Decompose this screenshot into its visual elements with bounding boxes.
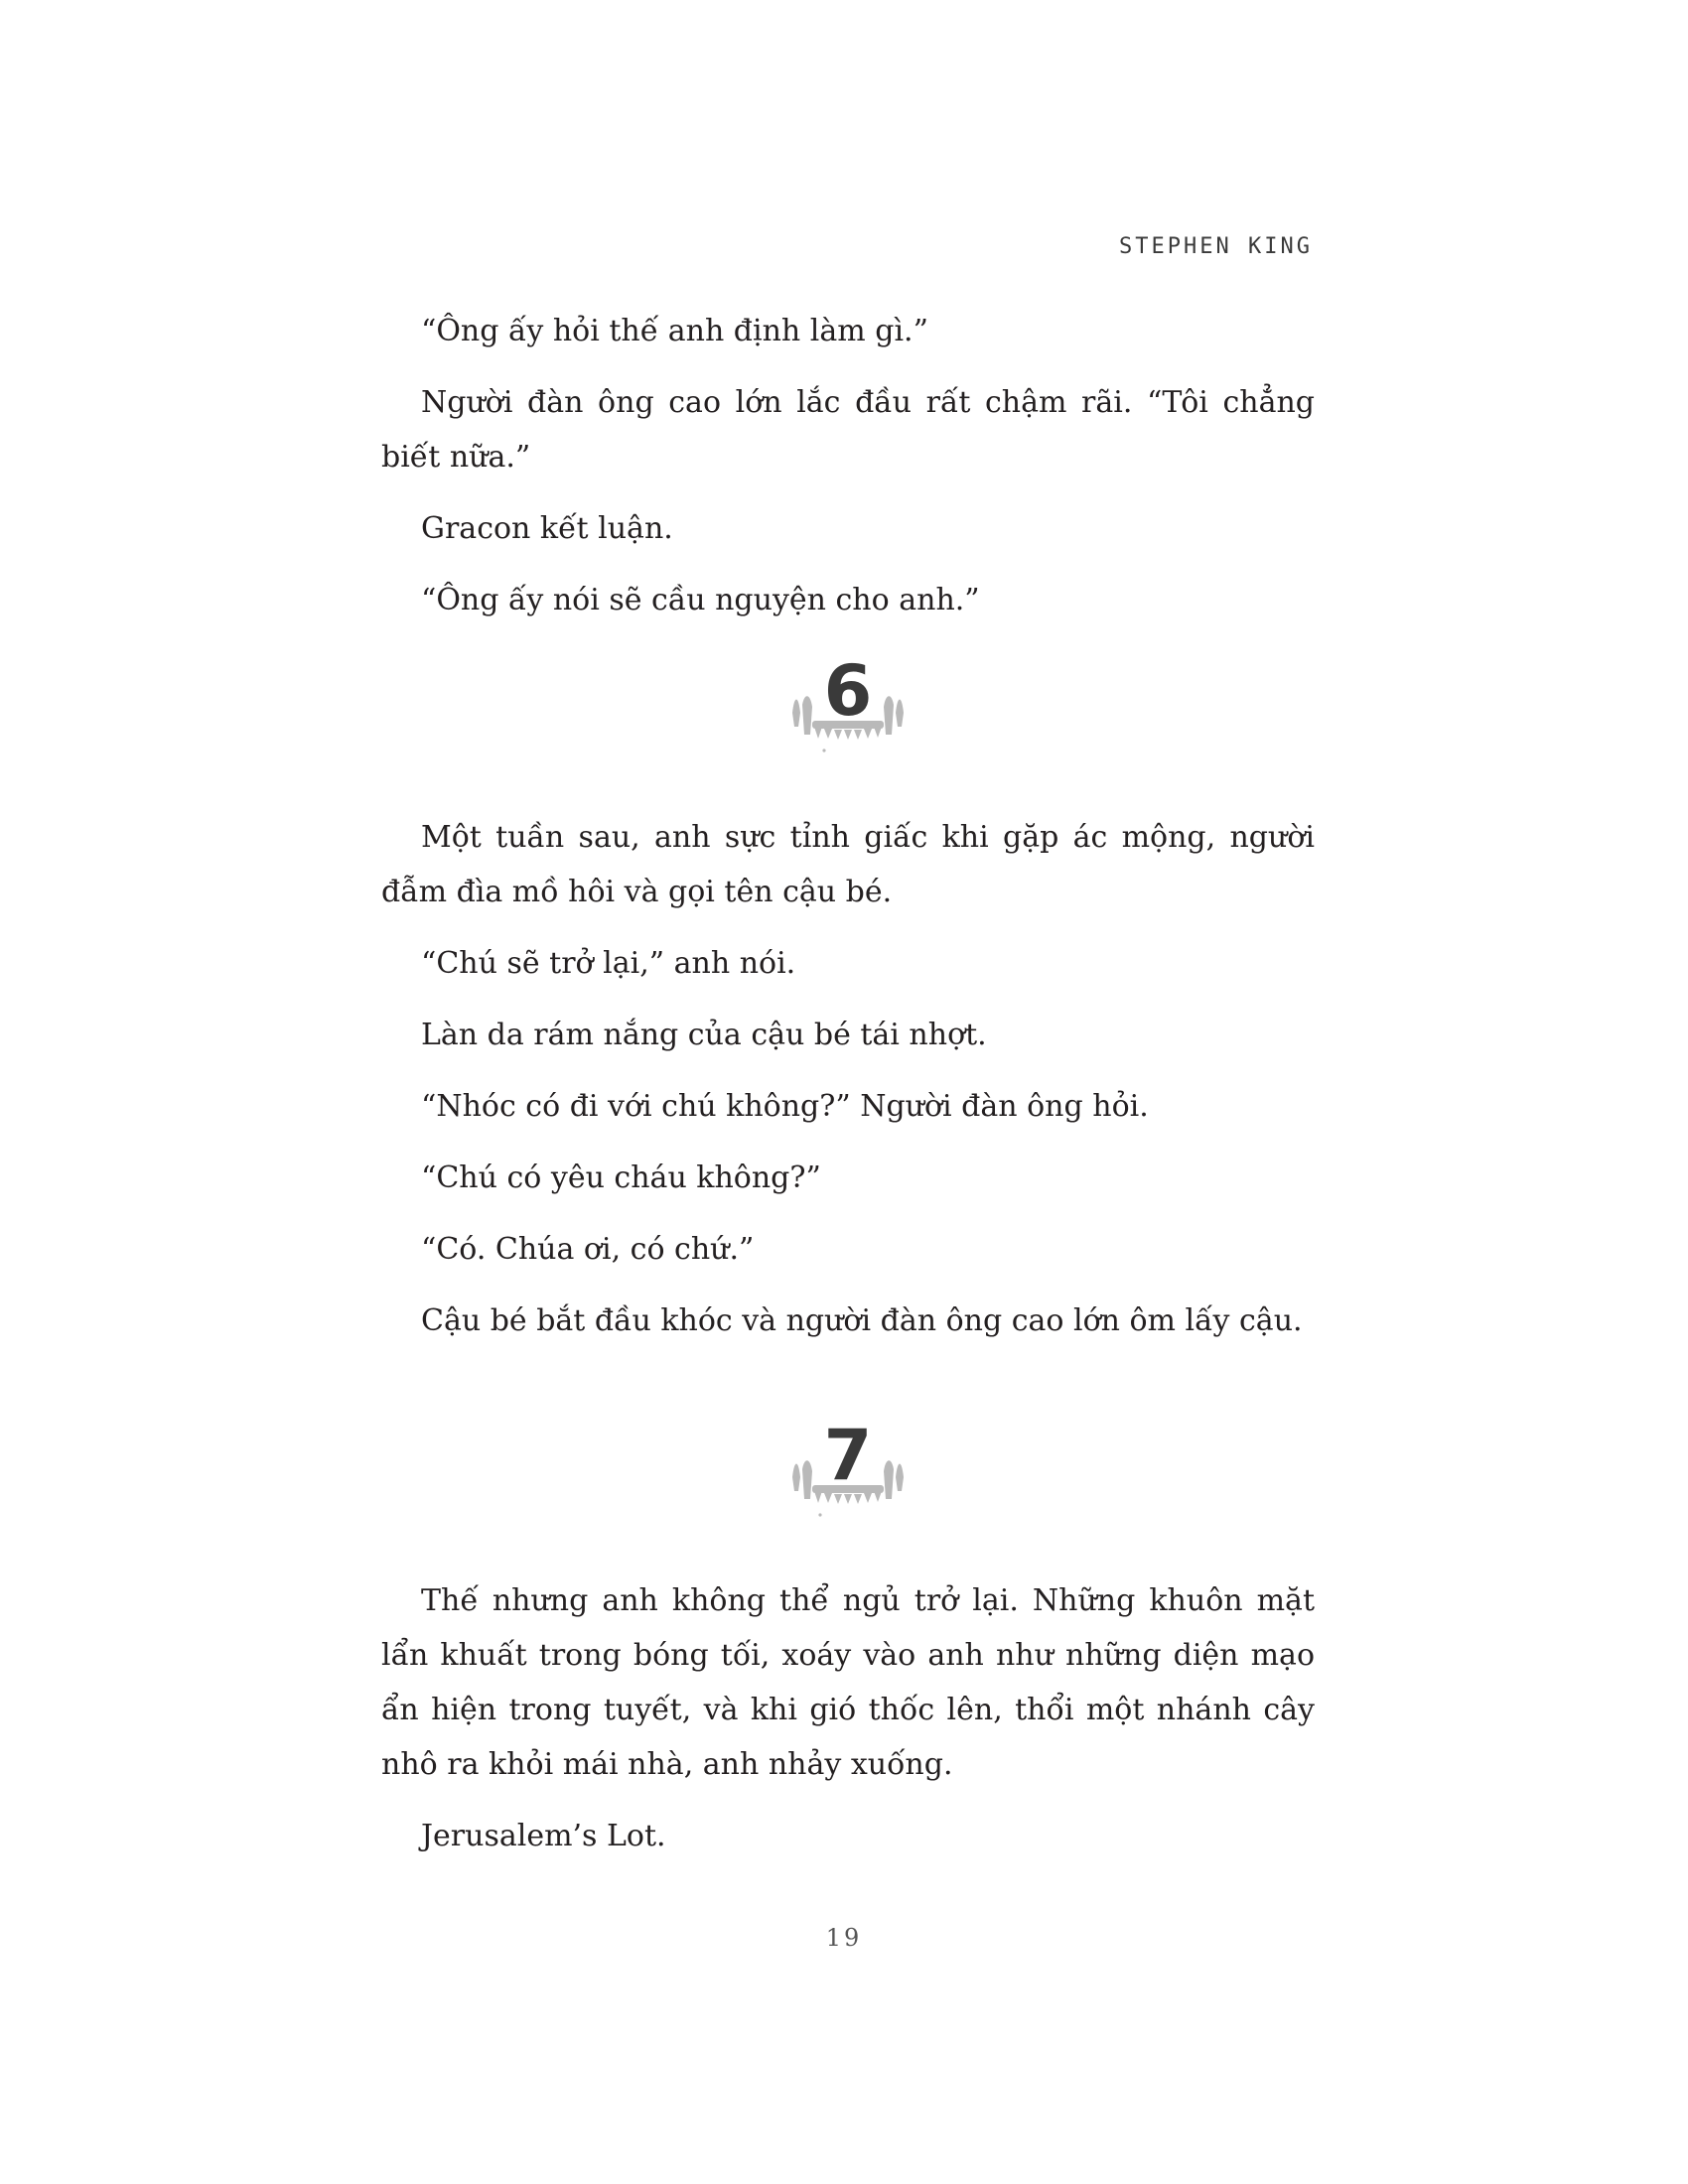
paragraph: “Ông ấy hỏi thế anh định làm gì.” xyxy=(421,314,928,348)
paragraph: Người đàn ông cao lớn lắc đầu rất chậm rãi. “Tôi chẳng biết nữa.” xyxy=(381,385,1315,475)
paragraph: “Ông ấy nói sẽ cầu nguyện cho anh.” xyxy=(421,583,980,617)
running-head: STEPHEN KING xyxy=(1119,234,1313,259)
paragraph: Thế nhưng anh không thể ngủ trở lại. Những khuôn mặt lẩn khuất trong bóng tối, xoáy vào anh như những diện mạo ẩn hiện trong tuyết, và khi gió thốc lên, thổi một nhánh cây nhô ra khỏi mái nhà, anh nhảy xuống. xyxy=(381,1583,1315,1782)
fangs-ornament-icon xyxy=(784,635,914,754)
paragraph: “Chú sẽ trở lại,” anh nói. xyxy=(421,946,796,981)
text-block-2 xyxy=(381,810,1315,1365)
paragraph: “Có. Chúa ơi, có chứ.” xyxy=(421,1232,755,1267)
paragraph: “Chú có yêu cháu không?” xyxy=(421,1160,821,1195)
text-block-1 xyxy=(381,304,1315,644)
paragraph: Làn da rám nắng của cậu bé tái nhợt. xyxy=(421,1018,987,1052)
section-number: 6 xyxy=(823,650,873,732)
paragraph: Một tuần sau, anh sực tỉnh giấc khi gặp ác mộng, người đẫm đìa mồ hôi và gọi tên cậu bé. xyxy=(381,820,1315,909)
text-block-3 xyxy=(381,1573,1315,1880)
section-7-ornament xyxy=(784,1400,914,1519)
paragraph: “Nhóc có đi với chú không?” Người đàn ông hỏi. xyxy=(421,1089,1149,1124)
section-6-ornament xyxy=(784,635,914,754)
paragraph: Cậu bé bắt đầu khóc và người đàn ông cao lớn ôm lấy cậu. xyxy=(421,1303,1303,1338)
paragraph: Jerusalem’s Lot. xyxy=(421,1819,666,1853)
paragraph: Gracon kết luận. xyxy=(421,511,673,546)
fangs-ornament-icon xyxy=(784,1400,914,1519)
page-number: 19 xyxy=(825,1924,863,1952)
section-number: 7 xyxy=(823,1415,873,1496)
